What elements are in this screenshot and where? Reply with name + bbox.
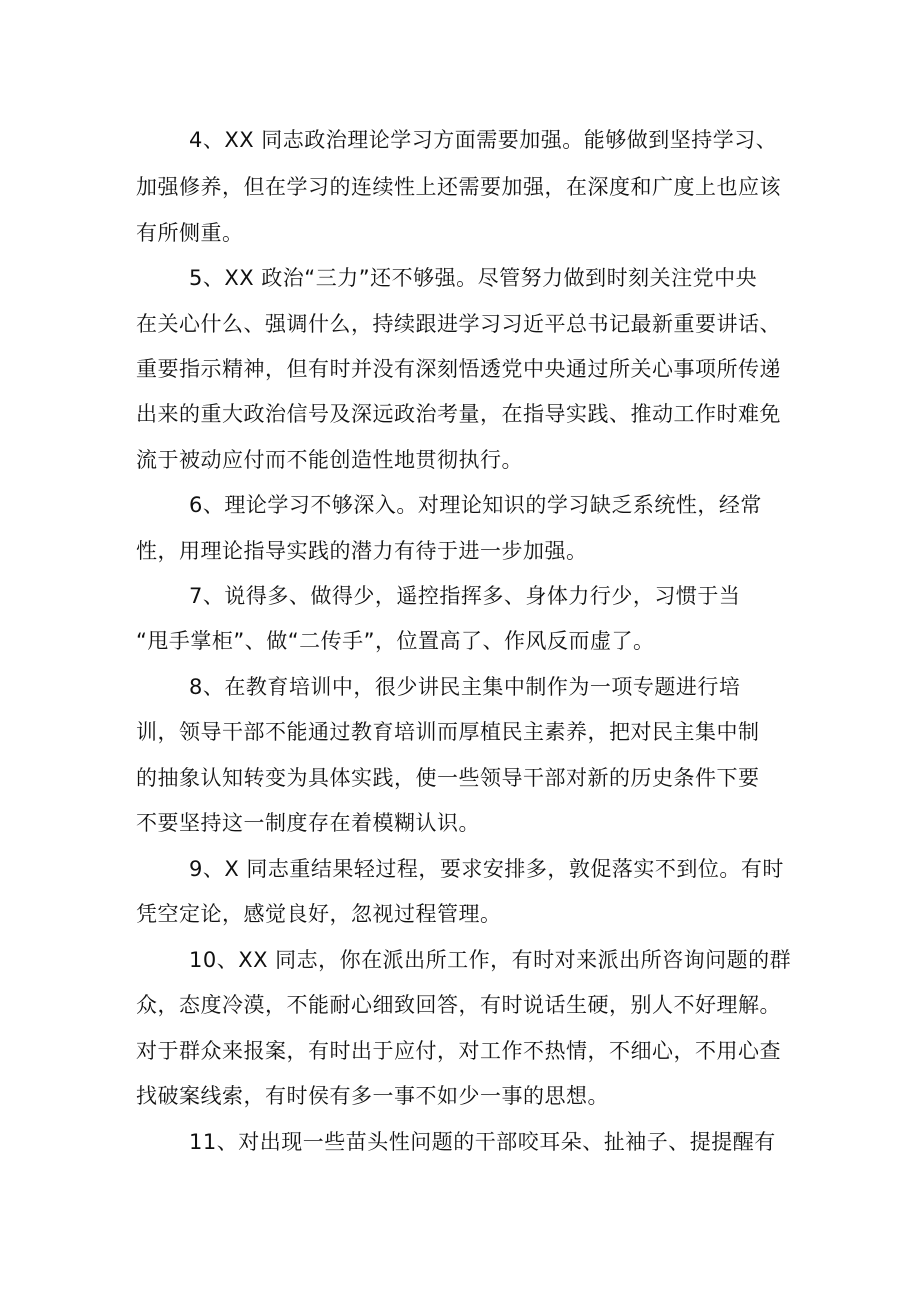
paragraph-line: 加强修养，但在学习的连续性上还需要加强，在深度和广度上也应该 [136, 175, 781, 199]
paragraph-line: 9、X 同志重结果轻过程，要求安排多，敦促落实不到位。有时 [189, 857, 784, 881]
paragraph-line: 的抽象认知转变为具体实践，使一些领导干部对新的历史条件下要 [136, 766, 760, 790]
paragraph-line: 凭空定论，感觉良好，忽视过程管理。 [136, 902, 502, 926]
paragraph-line: 4、XX 同志政治理论学习方面需要加强。能够做到坚持学习、 [189, 128, 778, 152]
paragraph-line: 不要坚持这一制度存在着模糊认识。 [136, 811, 480, 835]
paragraph-line: 11、对出现一些苗头性问题的干部咬耳朵、扯袖子、提提醒有 [189, 1130, 776, 1154]
paragraph-line: 6、理论学习不够深入。对理论知识的学习缺乏系统性，经常 [189, 493, 762, 517]
paragraph-line: 找破案线索，有时侯有多一事不如少一事的思想。 [136, 1084, 609, 1108]
paragraph-line: 出来的重大政治信号及深远政治考量，在指导实践、推动工作时难免 [136, 402, 781, 426]
paragraph-line: 训，领导干部不能通过教育培训而厚植民主素养，把对民主集中制 [136, 720, 760, 744]
paragraph-line: 有所侧重。 [136, 221, 244, 245]
paragraph-line: 8、在教育培训中，很少讲民主集中制作为一项专题进行培 [189, 675, 741, 699]
paragraph-line: 10、XX 同志，你在派出所工作，有时对来派出所咨询问题的群 [189, 948, 792, 972]
paragraph-line: 7、说得多、做得少，遥控指挥多、身体力行少，习惯于当 [189, 584, 741, 608]
paragraph-line: 众，态度冷漠，不能耐心细致回答，有时说话生硬，别人不好理解。 [136, 993, 781, 1017]
paragraph-line: 性，用理论指导实践的潜力有待于进一步加强。 [136, 539, 588, 563]
paragraph-line: 在关心什么、强调什么，持续跟进学习习近平总书记最新重要讲话、 [136, 312, 781, 336]
paragraph-line: 重要指示精神，但有时并没有深刻悟透党中央通过所关心事项所传递 [136, 357, 781, 381]
paragraph-line: 流于被动应付而不能创造性地贯彻执行。 [136, 448, 523, 472]
paragraph-line: 对于群众来报案，有时出于应付，对工作不热情，不细心，不用心查 [136, 1039, 781, 1063]
paragraph-line: 5、XX 政治“三力”还不够强。尽管努力做到时刻关注党中央 [189, 266, 758, 290]
paragraph-line: “甩手掌柜”、做“二传手”，位置高了、作风反而虚了。 [136, 629, 655, 653]
